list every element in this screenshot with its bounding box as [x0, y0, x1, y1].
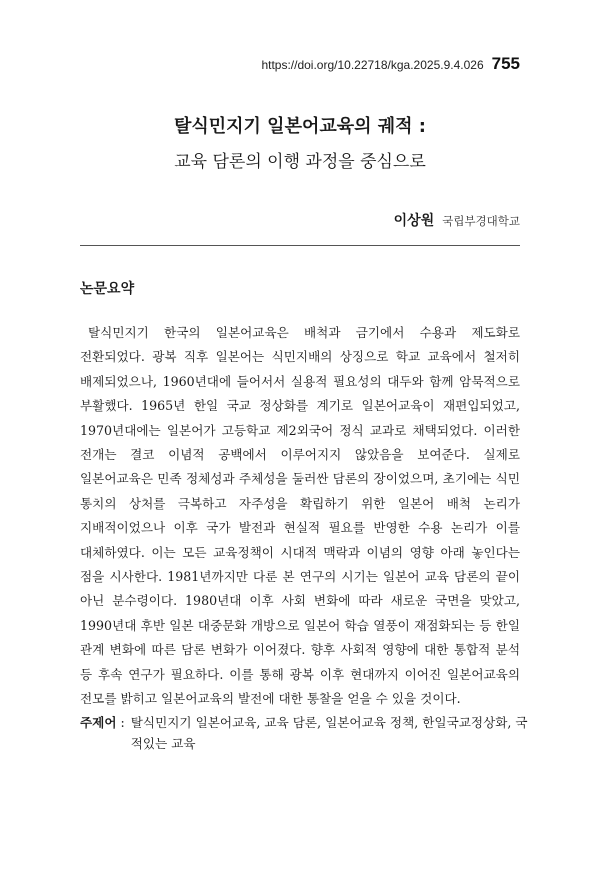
keywords-block	[80, 712, 530, 754]
keywords-label: 주제어	[80, 715, 117, 730]
abstract-text: 탈식민지기 한국의 일본어교육은 배척과 금기에서 수용과 제도화로 전환되었다. 광복 직후 일본어는 식민지배의 상징으로 학교 교육에서 철저히 배제되었으나, 1960년대에 들어서서 실용적 필요성의 대두와 함께 암묵적으로 부활했다. 1965년 한일 국교 정상화를 계기로 일본어교육이 재편입되었고, 1970년대에는 일본어가 고등학교 제2외국어 정식 교과로 채택되었다. 이러한 전개는 결코 이념적 공백에서 이루어지지 않았음을 보여준다. 실제로 일본어교육은 민족 정체성과 주체성을 둘러싼 담론의 장이었으며, 초기에는 식민 통치의 상처를 극복하고 자주성을 확립하기 위한 일본어 배척 논리가 지배적이었으나 이후 국가 발전과 현실적 필요를 반영한 수용 논리가 이를 대체하였다. 이는 모든 교육정책이 시대적 맥락과 이념의 영향 아래 놓인다는 점을 시사한다. 1981년까지만 다룬 본 연구의 시기는 일본어 교육 담론의 끝이 아닌 분수령이다. 1980년대 이후 사회 변화에 따라 새로운 국면을 맞았고, 1990년대 후반 일본 대중문화 개방으로 일본어 학습 열풍이 재점화되는 등 한일 관계 변화에 따른 담론 변화가 이어졌다. 향후 사회적 영향에 대한 통합적 분석 등 후속 연구가 필요하다. 이를 통해 광복 이후 현대까지 이어진 일본어교육의 전모를 밝히고 일본어교육의 발전에 대한 통찰을 얻을 수 있을 것이다.	[80, 325, 520, 707]
divider	[80, 245, 520, 246]
author-name: 이상원	[393, 213, 435, 229]
keywords-text: 탈식민지기 일본어교육, 교육 담론, 일본어교육 정책, 한일국교정상화, 국적있는 교육	[130, 715, 528, 751]
doi-link[interactable]: https://doi.org/10.22718/kga.2025.9.4.026	[261, 58, 484, 72]
keywords-colon: :	[120, 715, 125, 730]
page-number: 755	[491, 54, 520, 73]
page-header	[261, 54, 520, 74]
paper-subtitle: 교육 담론의 이행 과정을 중심으로	[174, 152, 426, 172]
paper-title: 탈식민지기 일본어교육의 궤적 :	[173, 116, 427, 137]
author-affiliation: 국립부경대학교	[442, 214, 520, 228]
abstract-heading: 논문요약	[80, 281, 135, 297]
author-line	[394, 210, 520, 230]
title-block	[0, 112, 600, 172]
